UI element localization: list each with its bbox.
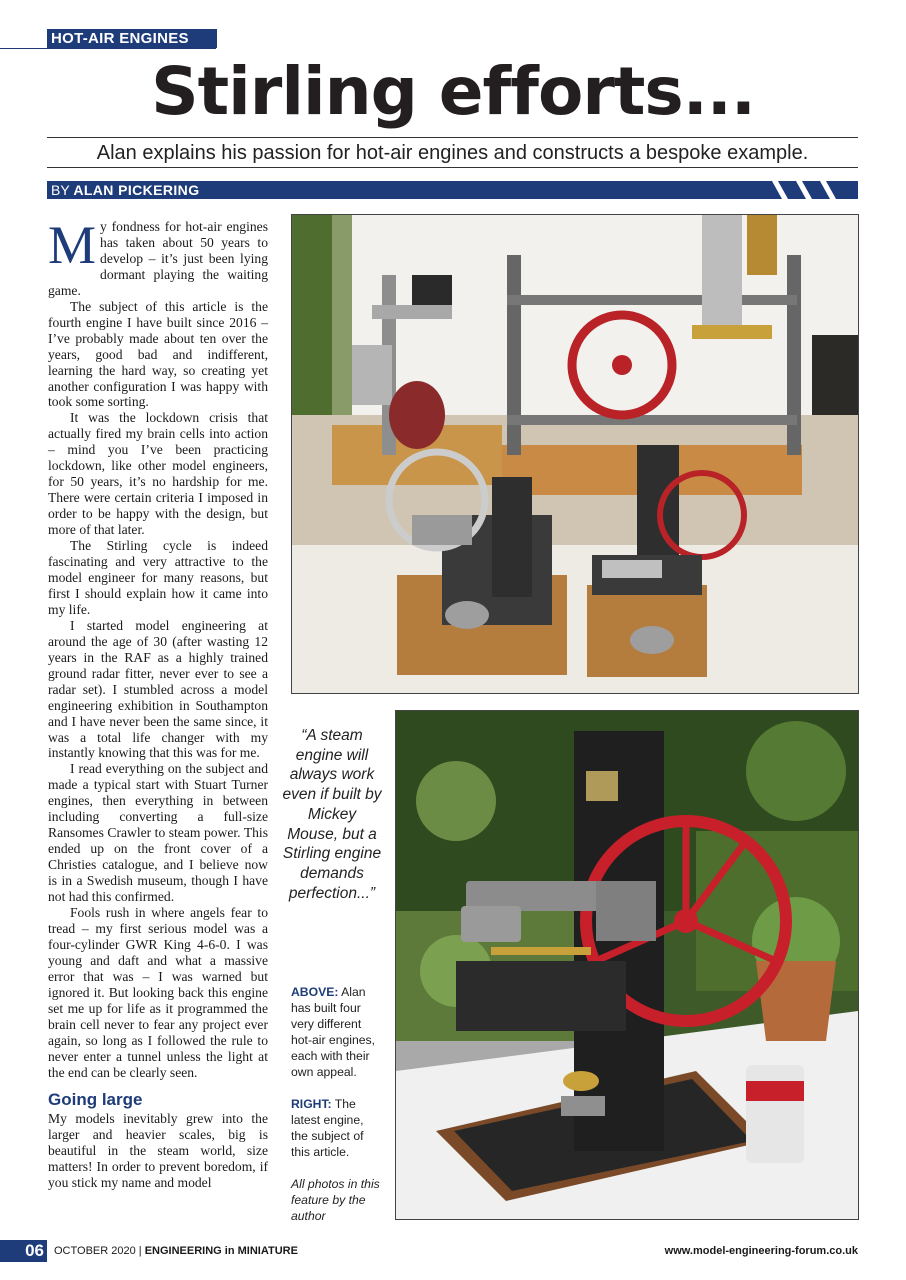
footer-mag-part1: ENGINEERING bbox=[144, 1245, 222, 1257]
footer-issue bbox=[54, 1244, 298, 1258]
paragraph-text: y fondness for hot-air engines has taken about 50 years to develop – it’s just been lying dormant playing the waiting game. bbox=[48, 219, 268, 298]
pull-quote: “A steam engine will always work even if built by Mickey Mouse, but a Stirling engine demands perfection...” bbox=[282, 727, 382, 902]
paragraph-8: My models inevitably grew into the larger and heavier scales, big is beautiful in the steam world, size matters! In order to prevent boredom, if you stick my name and model bbox=[48, 1111, 268, 1191]
standfirst: Alan explains his passion for hot-air engines and constructs a bespoke example. bbox=[96, 142, 809, 164]
caption-above bbox=[291, 984, 381, 1080]
footer-website: www.model-engineering-forum.co.uk bbox=[664, 1245, 858, 1257]
paragraph-2: The subject of this article is the fourth engine I have built since 2016 – I’ve probably made about ten over the years, good bad and indifferent, learning the hard way, so creating yet another configuration I was happy with took some sorting. bbox=[48, 298, 268, 410]
standfirst-rule-top bbox=[47, 137, 858, 138]
caption-right-text: The latest engine, the subject of this article. bbox=[291, 1097, 364, 1159]
photo-four-engines bbox=[291, 214, 859, 694]
caption-right-label: RIGHT: bbox=[291, 1097, 332, 1111]
photo-latest-engine bbox=[395, 710, 859, 1220]
caption-above-text: Alan has built four very different hot-air engines, each with their own appeal. bbox=[291, 985, 376, 1079]
section-tag: HOT-AIR ENGINES bbox=[47, 29, 217, 48]
article-column bbox=[48, 215, 268, 1191]
headline: Stirling efforts... bbox=[151, 53, 755, 130]
byline-prefix: BY bbox=[51, 182, 70, 198]
paragraph-1 bbox=[48, 215, 268, 299]
paragraph-5: I started model engineering at around the age of 30 (after wasting 12 years in the RAF as a highly trained ground radar fitter, never ever to see a radar set). I stumbled across a model engineering exhibition in Southampton and I have never been the same since, it was a total life changer with my instantly knowing that this was for me. bbox=[48, 617, 268, 761]
paragraph-3: It was the lockdown crisis that actually fired my brain cells into action – mind you I’ve been practicing lockdown, like other model engineers, for 50 years, it’s no hardship for me. There were certain criteria I imposed in order to be happy with the design, but more of that later. bbox=[48, 410, 268, 538]
page-number: 06 bbox=[0, 1240, 47, 1262]
subhead: Going large bbox=[48, 1090, 143, 1110]
paragraph-4: The Stirling cycle is indeed fascinating and very attractive to the model engineer for many reasons, but first I should explain how it came into my life. bbox=[48, 538, 268, 617]
byline-author: ALAN PICKERING bbox=[73, 182, 200, 198]
footer-mag-part3: MINIATURE bbox=[237, 1245, 298, 1257]
header-rule bbox=[0, 48, 216, 49]
footer-separator: | bbox=[135, 1245, 145, 1257]
drop-cap: M bbox=[48, 215, 97, 275]
photo-credit: All photos in this feature by the author bbox=[291, 1177, 380, 1223]
byline bbox=[47, 181, 858, 199]
photo-four-engines-illustration bbox=[292, 215, 858, 693]
footer-mag-part2: in bbox=[221, 1245, 238, 1257]
footer-date: OCTOBER 2020 bbox=[54, 1245, 136, 1257]
paragraph-7: Fools rush in where angels fear to tread – my first serious model was a four-cylinder GWR King 4-6-0. I was young and daft and what a massive error that was – I was warned but ignored it. But looking back this engine set me up for life as it programmed the brain cell never to fear any project ever again, so long as I followed the rule to never enter a tunnel unless the light at the end can be clearly seen. bbox=[48, 904, 268, 1080]
paragraph-6: I read everything on the subject and made a typical start with Stuart Turner engines, then everything in between including converting a full-size Ransomes Crawler to steam power. This ended up on the front cover of a Christies catalogue, and I believe now is in a Swedish museum, though I have not had this confirmed. bbox=[48, 761, 268, 905]
photo-latest-engine-illustration bbox=[396, 711, 858, 1219]
standfirst-rule-bottom bbox=[47, 167, 858, 168]
caption-above-label: ABOVE: bbox=[291, 985, 339, 999]
byline-stripes-decoration bbox=[768, 181, 858, 199]
caption-right bbox=[291, 1096, 381, 1160]
